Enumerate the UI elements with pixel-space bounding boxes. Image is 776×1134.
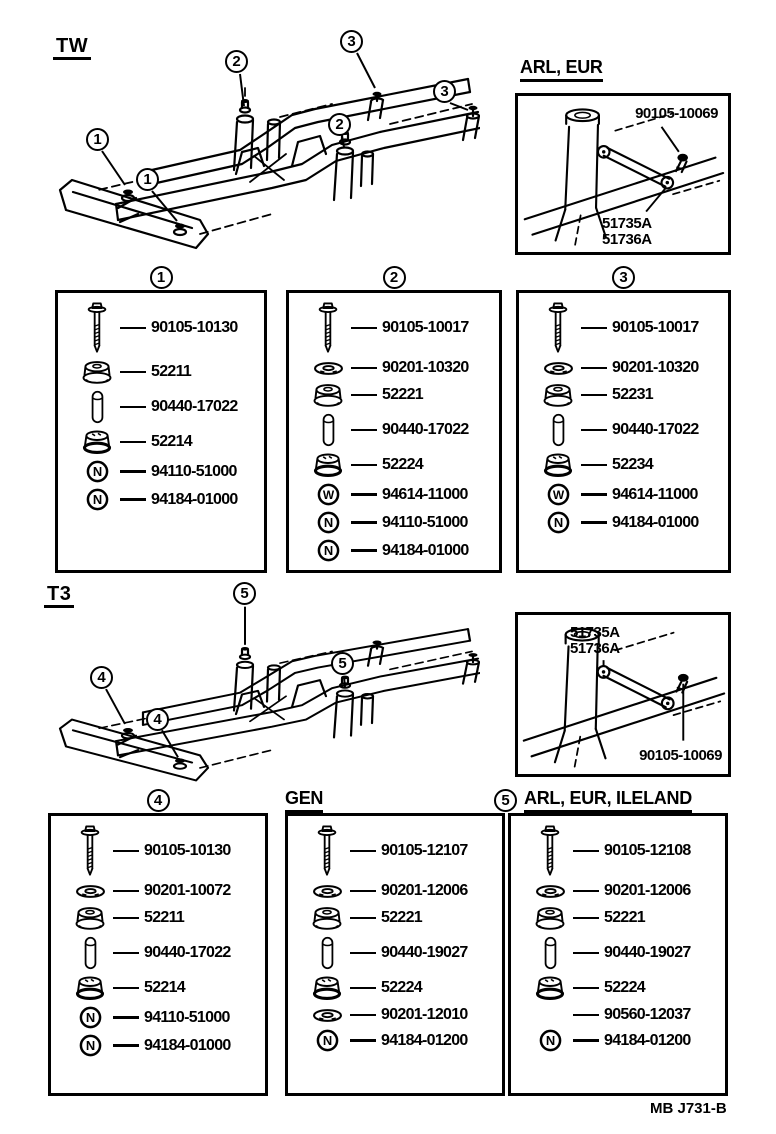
part-number: 90201-12010	[381, 1006, 468, 1023]
callout-2: 2	[328, 113, 351, 136]
brace-part-1: 51735A	[602, 215, 652, 232]
part-row	[304, 1005, 498, 1025]
part-row	[305, 451, 495, 479]
leader-line	[120, 371, 146, 374]
part-number: 52224	[604, 979, 645, 996]
part-row	[305, 510, 495, 535]
parts-list	[516, 290, 731, 573]
part-icon	[551, 413, 566, 447]
box-title: ARL, EUR, ILELAND	[524, 789, 692, 813]
part-icon	[547, 483, 570, 506]
part-row	[305, 358, 495, 378]
part-icon	[83, 936, 98, 970]
part-row	[74, 487, 260, 512]
part-row	[535, 381, 724, 409]
part-icon	[86, 460, 109, 483]
part-icon-cell	[304, 905, 350, 932]
callout-2: 2	[225, 50, 248, 73]
callout-4: 4	[146, 708, 169, 731]
leader-line	[350, 850, 376, 853]
parts-list	[286, 290, 502, 573]
section-label-t3: T3	[44, 584, 74, 608]
part-icon-cell	[527, 936, 573, 970]
part-icon	[542, 452, 574, 479]
bolt-part-label: 90105-10069	[635, 105, 718, 122]
parts-box	[48, 789, 268, 1096]
part-row	[67, 904, 261, 932]
part-icon-cell	[74, 359, 120, 386]
part-icon	[79, 1006, 102, 1029]
leader-line	[120, 327, 146, 330]
part-row	[305, 301, 495, 355]
part-row	[305, 381, 495, 409]
part-number: 94184-01000	[151, 490, 238, 508]
part-number: 90105-10017	[382, 319, 469, 336]
part-icon	[534, 975, 566, 1002]
box-number-badge: 4	[147, 789, 170, 812]
leader-line	[120, 498, 146, 501]
parts-list	[48, 813, 268, 1096]
part-icon-cell	[304, 936, 350, 970]
leader-line	[120, 441, 146, 444]
part-row	[535, 482, 724, 507]
part-row	[527, 1005, 721, 1025]
part-icon-cell	[535, 361, 581, 376]
part-row	[74, 428, 260, 456]
part-icon-cell	[305, 361, 351, 376]
part-number: 94614-11000	[382, 485, 468, 503]
part-row	[535, 412, 724, 448]
part-icon	[543, 936, 558, 970]
leader-line	[351, 549, 377, 552]
bolt-part-label: 90105-10069	[639, 747, 722, 764]
part-row	[527, 974, 721, 1002]
part-icon-cell	[304, 825, 350, 877]
part-number: 90201-12006	[604, 882, 691, 899]
part-number: 52221	[604, 909, 645, 926]
part-icon	[74, 975, 106, 1002]
part-number: 52234	[612, 456, 653, 473]
box-number-badge: 2	[383, 266, 406, 289]
leader-line	[350, 952, 376, 955]
leader-line	[573, 917, 599, 920]
part-icon-cell	[67, 884, 113, 899]
callout-5: 5	[331, 652, 354, 675]
part-row	[527, 1028, 721, 1053]
part-row	[67, 935, 261, 971]
part-icon-cell	[304, 884, 350, 899]
callout-1: 1	[86, 128, 109, 151]
part-icon	[547, 511, 570, 534]
part-number: 94110-51000	[144, 1008, 230, 1026]
part-icon-cell	[67, 1006, 113, 1029]
part-number: 90105-10017	[612, 319, 699, 336]
leader-line	[120, 406, 146, 409]
part-icon	[75, 884, 106, 899]
section-label-tw: TW	[53, 36, 91, 60]
parts-box	[286, 266, 502, 573]
part-icon	[317, 539, 340, 562]
callout-5: 5	[233, 582, 256, 605]
parts-box	[55, 266, 267, 573]
part-icon-cell	[535, 511, 581, 534]
callout-3: 3	[433, 80, 456, 103]
leader-line	[113, 987, 139, 990]
part-number: 52214	[151, 433, 192, 450]
parts-box-header	[48, 789, 268, 813]
callout-3: 3	[340, 30, 363, 53]
part-row	[535, 358, 724, 378]
part-row	[527, 824, 721, 878]
part-icon	[539, 825, 561, 877]
part-number: 90440-17022	[382, 421, 469, 438]
part-icon	[316, 1029, 339, 1052]
part-icon	[313, 361, 344, 376]
part-icon-cell	[67, 975, 113, 1002]
parts-list	[285, 813, 505, 1096]
part-row	[74, 389, 260, 425]
part-icon	[81, 429, 113, 456]
header-arl-eur: ARL, EUR	[520, 58, 603, 82]
part-row	[74, 459, 260, 484]
part-icon-cell	[527, 884, 573, 899]
leader-line	[351, 394, 377, 397]
leader-line	[120, 470, 146, 473]
part-icon-cell	[527, 825, 573, 877]
parts-list	[508, 813, 728, 1096]
part-icon-cell	[304, 1008, 350, 1023]
leader-line	[351, 521, 377, 524]
leader-line	[113, 850, 139, 853]
leader-line	[581, 464, 607, 467]
parts-box-header	[516, 266, 731, 290]
part-number: 94184-01200	[604, 1031, 691, 1049]
leader-line	[350, 917, 376, 920]
part-icon-cell	[74, 429, 120, 456]
part-number: 90201-10072	[144, 882, 231, 899]
part-number: 52224	[382, 456, 423, 473]
part-number: 52221	[381, 909, 422, 926]
part-icon	[543, 361, 574, 376]
part-icon-cell	[305, 302, 351, 354]
part-number: 90440-19027	[381, 944, 468, 961]
part-number: 90560-12037	[604, 1006, 691, 1023]
leader-line	[581, 367, 607, 370]
part-icon-cell	[305, 452, 351, 479]
part-number: 94184-01200	[381, 1031, 468, 1049]
part-icon-cell	[67, 1034, 113, 1057]
part-row	[527, 935, 721, 971]
leader-line	[581, 521, 607, 524]
part-icon	[541, 382, 575, 409]
parts-list	[55, 290, 267, 573]
leader-line	[581, 394, 607, 397]
part-icon	[73, 905, 107, 932]
leader-line	[573, 1014, 599, 1017]
part-row	[305, 412, 495, 448]
part-icon-cell	[305, 382, 351, 409]
part-icon	[317, 511, 340, 534]
part-number: 94110-51000	[151, 462, 237, 480]
brace-part-1: 51735A	[570, 624, 620, 641]
leader-line	[351, 493, 377, 496]
part-icon-cell	[67, 936, 113, 970]
part-icon-cell	[535, 452, 581, 479]
part-icon	[533, 905, 567, 932]
part-icon	[312, 884, 343, 899]
part-icon-cell	[305, 511, 351, 534]
part-number: 90201-12006	[381, 882, 468, 899]
leader-line	[113, 890, 139, 893]
part-row	[67, 824, 261, 878]
part-row	[74, 301, 260, 355]
parts-box-header	[55, 266, 267, 290]
part-icon-cell	[304, 1029, 350, 1052]
part-number: 52211	[151, 363, 192, 380]
leader-line	[350, 1039, 376, 1042]
parts-box	[285, 789, 505, 1096]
part-icon-cell	[74, 460, 120, 483]
part-icon	[312, 452, 344, 479]
leader-line	[350, 987, 376, 990]
leader-line	[581, 493, 607, 496]
part-number: 90440-17022	[612, 421, 699, 438]
leader-line	[581, 429, 607, 432]
part-number: 90105-12107	[381, 842, 468, 859]
part-row	[67, 1005, 261, 1030]
leader-line	[113, 952, 139, 955]
part-icon	[311, 975, 343, 1002]
box-number-badge: 1	[150, 266, 173, 289]
part-icon-cell	[305, 539, 351, 562]
callout-4: 4	[90, 666, 113, 689]
part-icon-cell	[74, 390, 120, 424]
leader-line	[573, 952, 599, 955]
part-icon-cell	[67, 825, 113, 877]
part-number: 94614-11000	[612, 485, 698, 503]
part-row	[527, 904, 721, 932]
part-icon-cell	[305, 483, 351, 506]
part-number: 94110-51000	[382, 513, 468, 531]
part-number: 90105-10130	[151, 319, 238, 336]
part-icon-cell	[535, 483, 581, 506]
part-row	[305, 538, 495, 563]
leader-line	[573, 987, 599, 990]
leader-line	[350, 1014, 376, 1017]
part-icon-cell	[535, 302, 581, 354]
part-row	[67, 881, 261, 901]
part-row	[535, 510, 724, 535]
part-icon	[539, 1029, 562, 1052]
part-icon-cell	[527, 905, 573, 932]
part-row	[527, 881, 721, 901]
drawing-code: MB J731-B	[650, 1100, 727, 1117]
part-number: 90105-12108	[604, 842, 691, 859]
callout-1: 1	[136, 168, 159, 191]
part-number: 52231	[612, 386, 653, 403]
part-icon-cell	[535, 413, 581, 447]
leader-line	[113, 917, 139, 920]
part-icon-cell	[74, 488, 120, 511]
part-icon	[316, 825, 338, 877]
part-icon	[86, 302, 108, 354]
part-number: 90440-17022	[144, 944, 231, 961]
leader-line	[113, 1044, 139, 1047]
part-row	[304, 881, 498, 901]
part-row	[304, 904, 498, 932]
part-icon	[317, 483, 340, 506]
leader-line	[351, 429, 377, 432]
part-icon	[537, 1008, 563, 1023]
part-number: 52221	[382, 386, 423, 403]
part-row	[304, 824, 498, 878]
leader-line	[573, 890, 599, 893]
part-icon	[317, 302, 339, 354]
part-icon	[79, 1034, 102, 1057]
leader-line	[351, 367, 377, 370]
part-icon-cell	[74, 302, 120, 354]
part-icon-cell	[67, 905, 113, 932]
part-row	[304, 1028, 498, 1053]
part-icon	[320, 936, 335, 970]
parts-box-header	[494, 789, 728, 813]
leader-line	[573, 1039, 599, 1042]
part-icon-cell	[527, 1029, 573, 1052]
parts-box	[516, 266, 731, 573]
part-row	[74, 358, 260, 386]
part-icon	[79, 825, 101, 877]
part-number: 94184-01000	[612, 513, 699, 531]
part-number: 90440-17022	[151, 398, 238, 415]
part-number: 52224	[381, 979, 422, 996]
part-icon-cell	[527, 1008, 573, 1023]
leader-line	[350, 890, 376, 893]
leader-line	[581, 327, 607, 330]
part-number: 94184-01000	[382, 541, 469, 559]
part-icon-cell	[305, 413, 351, 447]
part-icon	[312, 1008, 343, 1023]
leader-line	[351, 327, 377, 330]
leader-line	[351, 464, 377, 467]
part-number: 90201-10320	[612, 359, 699, 376]
part-number: 90440-19027	[604, 944, 691, 961]
part-row	[67, 974, 261, 1002]
part-icon-cell	[304, 975, 350, 1002]
parts-box-header	[285, 789, 505, 813]
part-row	[304, 974, 498, 1002]
box-number-badge: 3	[612, 266, 635, 289]
part-icon	[310, 905, 344, 932]
part-number: 52211	[144, 909, 185, 926]
part-number: 90105-10130	[144, 842, 231, 859]
part-icon-cell	[535, 382, 581, 409]
part-icon	[535, 884, 566, 899]
part-row	[304, 935, 498, 971]
part-number: 52214	[144, 979, 185, 996]
part-icon	[80, 359, 114, 386]
box-number-badge: 5	[494, 789, 517, 812]
leader-line	[113, 1016, 139, 1019]
part-row	[305, 482, 495, 507]
leader-line	[573, 850, 599, 853]
part-icon	[90, 390, 105, 424]
box-title: GEN	[285, 789, 323, 813]
part-icon	[547, 302, 569, 354]
parts-box	[501, 788, 728, 1096]
brace-part-2: 51736A	[570, 640, 620, 657]
brace-part-2: 51736A	[602, 231, 652, 248]
part-row	[535, 301, 724, 355]
part-icon	[321, 413, 336, 447]
part-row	[535, 451, 724, 479]
part-icon	[86, 488, 109, 511]
part-row	[67, 1033, 261, 1058]
part-icon-cell	[527, 975, 573, 1002]
part-number: 90201-10320	[382, 359, 469, 376]
part-icon	[311, 382, 345, 409]
parts-box-header	[286, 266, 502, 290]
part-number: 94184-01000	[144, 1036, 231, 1054]
